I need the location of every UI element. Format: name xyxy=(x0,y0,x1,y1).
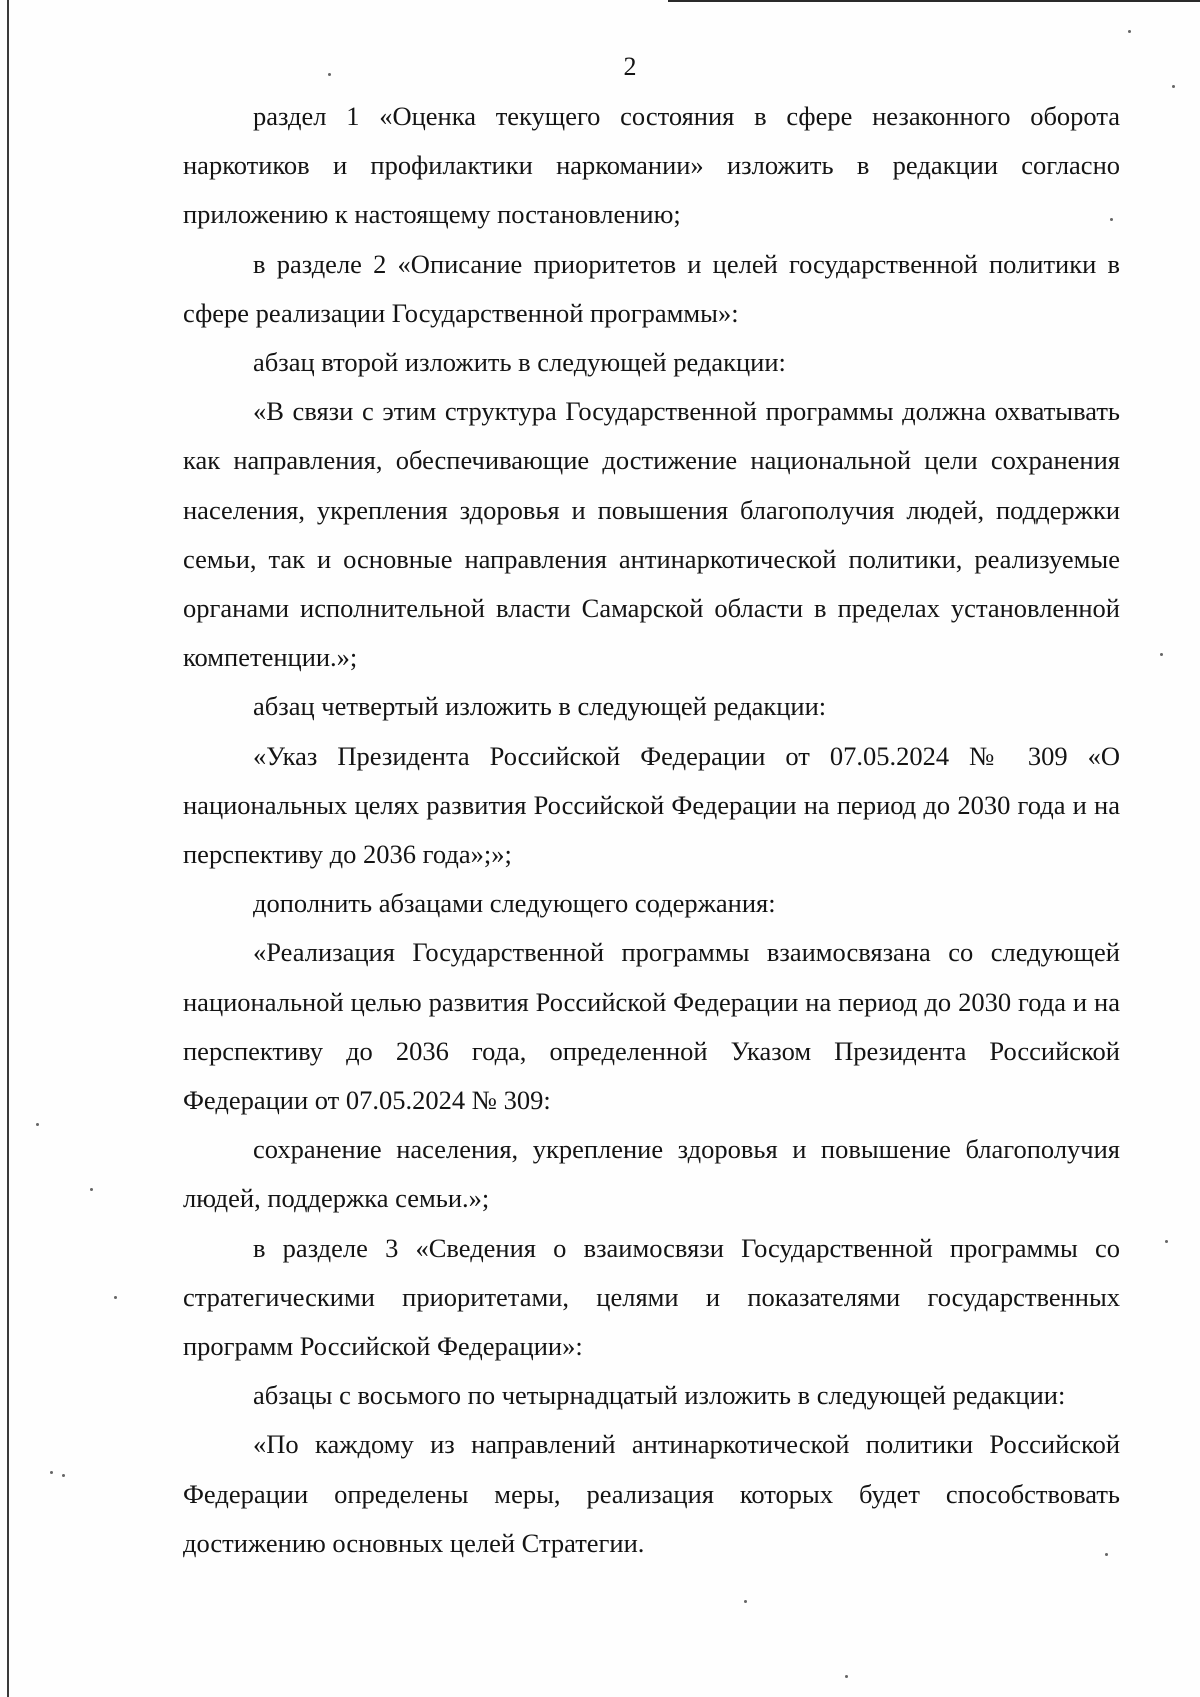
paragraph: «Реализация Государственной программы взаимосвязана со следующей национальной целью развития Российской Федерации на период до 2030 года и на перспективу до 2036 года, определенной Указом Президента Российской Федерации от 07.05.2024 № 309: xyxy=(183,937,1120,1116)
scan-speck xyxy=(36,1123,39,1126)
scan-speck xyxy=(1110,218,1113,221)
paragraph: дополнить абзацами следующего содержания: xyxy=(253,888,776,919)
paragraph: в разделе 3 «Сведения о взаимосвязи Государственной программы со стратегическими приоритетами, целями и показателями государственных программ Российской Федерации»: xyxy=(183,1232,1120,1362)
scan-speck xyxy=(90,1188,93,1191)
scan-speck xyxy=(1172,85,1175,88)
paragraph: «По каждому из направлений антинаркотической политики Российской Федерации определены меры, реализация которых будет способствовать достижению основных целей Стратегии. xyxy=(183,1429,1120,1558)
scan-edge-line xyxy=(7,0,9,1697)
paragraph: абзац четвертый изложить в следующей редакции: xyxy=(253,691,827,722)
scan-speck xyxy=(1160,653,1163,656)
paragraph: «В связи с этим структура Государственной программы должна охватывать как направления, обеспечивающие достижение национальной цели сохранения населения, укрепления здоровья и повышения благополучия людей, поддержки семьи, так и основные направления антинаркотической политики, реализуемые органами исполнительной власти Самарской области в пределах установленной компетенции.»; xyxy=(183,396,1120,673)
scan-speck xyxy=(114,1296,117,1299)
scan-speck xyxy=(1165,1240,1168,1243)
scan-speck xyxy=(1105,1553,1108,1556)
paragraph: абзац второй изложить в следующей редакции: xyxy=(253,347,786,378)
paragraph: «Указ Президента Российской Федерации от 07.05.2024 № 309 «О национальных целях развития Российской Федерации на период до 2030 года и на перспективу до 2036 года»;»; xyxy=(183,740,1120,870)
scan-speck xyxy=(744,1600,747,1603)
scan-speck xyxy=(845,1675,848,1678)
paragraph: абзацы с восьмого по четырнадцатый изложить в следующей редакции: xyxy=(253,1380,1066,1411)
paragraph: в разделе 2 «Описание приоритетов и целей государственной политики в сфере реализации Государственной программы»: xyxy=(183,248,1120,328)
scan-speck xyxy=(328,73,331,76)
scan-top-line xyxy=(668,0,1200,2)
scan-speck xyxy=(1128,30,1131,33)
page-number: 2 xyxy=(623,52,637,81)
paragraph: сохранение населения, укрепление здоровья и повышение благополучия людей, поддержка семьи.»; xyxy=(183,1134,1120,1214)
scan-speck xyxy=(50,1471,53,1474)
document-body xyxy=(183,92,1120,1568)
paragraph: раздел 1 «Оценка текущего состояния в сфере незаконного оборота наркотиков и профилактики наркомании» изложить в редакции согласно приложению к настоящему постановлению; xyxy=(183,101,1120,230)
scan-speck xyxy=(62,1474,65,1477)
